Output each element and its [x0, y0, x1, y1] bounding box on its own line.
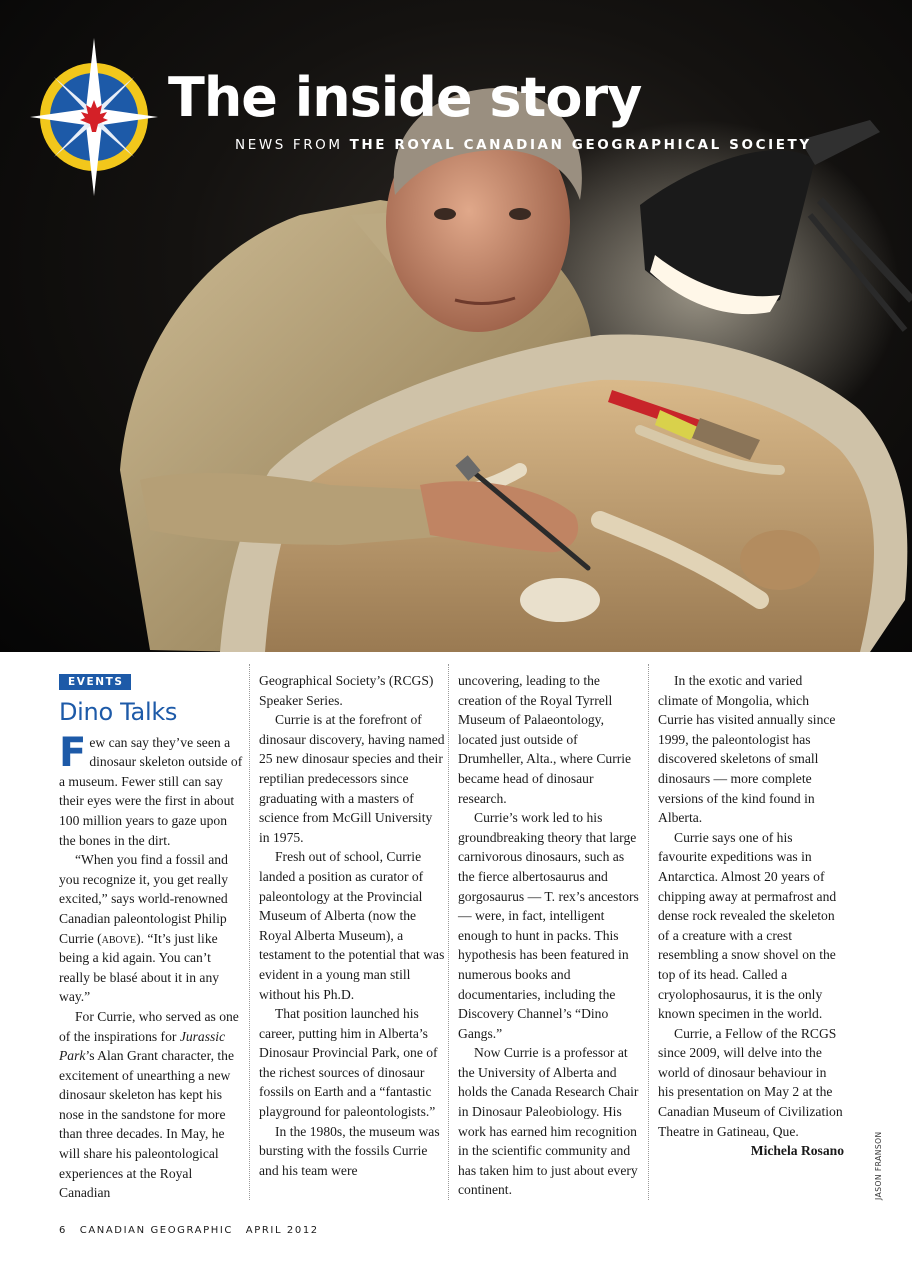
subtitle-prefix: NEWS FROM: [235, 137, 343, 153]
paragraph-text: ew can say they’ve seen a dinosaur skeleton outside of a museum. Fewer still can say their eyes were the first in about 100 million years to gaze upon the bones in the dirt.: [59, 734, 243, 848]
photo-reference: above: [101, 930, 137, 946]
magazine-name: CANADIAN GEOGRAPHIC: [79, 1225, 233, 1236]
article-paragraph: In the exotic and varied climate of Mongolia, which Currie has visited annually since 1999, the paleontologist has discovered skeletons of small dinosaurs — more complete versions of the kind found in Alberta.: [658, 673, 836, 826]
page-title: The inside story: [168, 66, 642, 129]
photo-credit: JASON FRANSON: [874, 1131, 883, 1200]
article-paragraph: Currie says one of his favourite expeditions was in Antarctica. Almost 20 years of chipping away at permafrost and dense rock revealed the skeleton of a creature with a crest resembling a snow shovel on the top of its head. Called a cryolophosaurus, it is the only known specimen in the world.: [658, 829, 837, 1022]
article-paragraph: Currie’s work led to his groundbreaking theory that large carnivorous dinosaurs, such as the fierce albertosaurus and gorgosaurus — T. rex’s ancestors — were, in fact, intelligent enough to hunt in packs. This hypothesis has been featured in numerous books and documentaries, including the Discovery Channel’s “Dino Gangs.”: [458, 810, 639, 1041]
paragraph-text: ’s Alan Grant character, the excitement of unearthing a new dinosaur skeleton has kept his nose in the sandstone for more than three decades. In May, he will share his paleontological experiences at the Royal Canadian: [59, 1048, 234, 1201]
article-paragraph: [59, 850, 245, 1007]
article-column-3: [458, 671, 644, 1200]
article-paragraph: In the 1980s, the museum was bursting with the fossils Currie and his team were: [259, 1123, 440, 1178]
article-column-1: [59, 671, 245, 1203]
compass-rose-maple-leaf-icon: [30, 38, 158, 196]
paragraph-text: For Currie, who served as one of the inspirations for: [59, 1008, 239, 1044]
article-paragraph: Currie, a Fellow of the RCGS since 2009, will delve into the world of dinosaur behaviour in his presentation on May 2 at the Canadian Museum of Civilization Theatre in Gatineau, Que.: [658, 1025, 843, 1139]
column-divider: [448, 664, 449, 1200]
page-footer: [59, 1225, 327, 1236]
article-paragraph: Fresh out of school, Currie landed a position as curator of paleontology at the Provincial Museum of Alberta (now the Royal Alberta Museum), a testament to the potential that was evident in a young man still without his Ph.D.: [259, 849, 445, 1002]
author-byline: Michela Rosano: [750, 1143, 844, 1159]
article-paragraph: [59, 729, 245, 851]
article-paragraph: That position launched his career, putting him in Alberta’s Dinosaur Provincial Park, one of the richest sources of dinosaur fossils on Earth and a “fantastic playground for paleontologists.”: [259, 1006, 438, 1120]
article-paragraph-continued: Geographical Society’s (RCGS) Speaker Series.: [259, 673, 434, 708]
subtitle-organization: THE ROYAL CANADIAN GEOGRAPHICAL SOCIETY: [349, 137, 812, 153]
article-headline: Dino Talks: [59, 697, 178, 726]
drop-cap: F: [59, 729, 87, 776]
paragraph-text: “When you find a fossil and you recognize it, you get really excited,” says world-renowned Canadian paleontologist Philip Currie (: [59, 852, 229, 946]
article-paragraph: Currie is at the forefront of dinosaur discovery, having named 25 new dinosaur species and their reptilian predecessors since graduating with a masters of science from McGill University in 1975.: [259, 712, 445, 845]
page-number: 6: [59, 1225, 67, 1236]
column-divider: [648, 664, 649, 1200]
film-title: Jurassic Park: [59, 1028, 226, 1064]
column-divider: [249, 664, 250, 1200]
paragraph-text: ). “It’s just like being a kid again. You can’t really be blasé about it in any way.”: [59, 930, 220, 1005]
issue-date: APRIL 2012: [245, 1225, 319, 1236]
article-paragraph: [59, 1007, 245, 1203]
article-paragraph-continued: uncovering, leading to the creation of the Royal Tyrrell Museum of Palaeontology, located just outside of Drumheller, Alta., where Currie became head of dinosaur research.: [458, 673, 632, 806]
section-subtitle: [235, 137, 812, 153]
category-badge: EVENTS: [59, 674, 131, 690]
article-paragraph: Now Currie is a professor at the University of Alberta and holds the Canada Research Chair in Dinosaur Paleobiology. His work has earned him recognition in the scientific community and has taken him to just about every continent.: [458, 1045, 639, 1198]
article-column-2: [259, 671, 445, 1180]
article-column-4: [658, 671, 844, 1161]
